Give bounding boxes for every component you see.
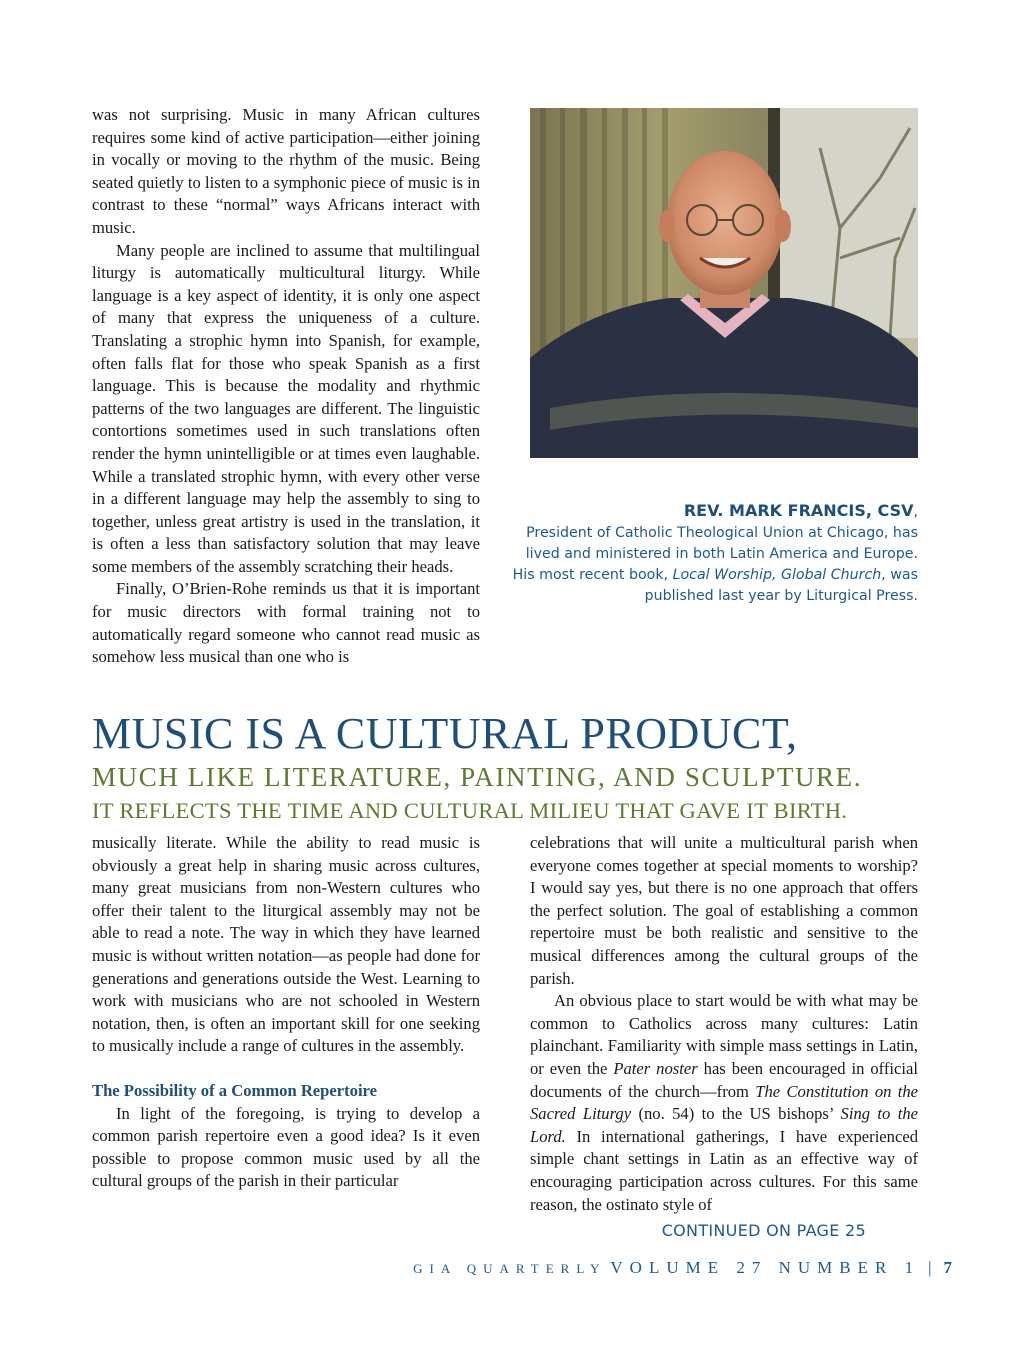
- caption-text: President of Catholic Theological Union at Chicago, has lived and ministered in both Latin America and Europe. His most recent book,: [512, 525, 918, 583]
- caption-text-end: , was published last year by Liturgical Press.: [644, 567, 918, 604]
- photo-caption: [510, 500, 918, 607]
- body-paragraph: [530, 990, 918, 1216]
- text-run: In international gatherings, I have experienced simple chant settings in Latin as an effective way of encouraging participation across cultures. For this same reason, the ostinato style of: [530, 1126, 918, 1214]
- author-name-suffix: ,: [913, 504, 918, 520]
- italic-title: Pater noster: [613, 1058, 698, 1078]
- pull-quote-line-2: MUCH LIKE LITERATURE, PAINTING, AND SCULPTURE.: [92, 762, 863, 792]
- pull-quote-line-3: IT REFLECTS THE TIME AND CULTURAL MILIEU THAT GAVE IT BIRTH.: [92, 798, 848, 823]
- volume-number: VOLUME 27 NUMBER 1: [610, 1258, 921, 1277]
- book-title: Local Worship, Global Church: [672, 567, 882, 583]
- italic-title: The Constitution on the Sacred Liturgy: [530, 1081, 919, 1124]
- page-footer: [413, 1258, 952, 1278]
- body-paragraph: Finally, O’Brien-Rohe reminds us that it is important for music directors with formal training not to automatically regard someone who cannot read music as somehow less musical than one who is: [92, 579, 480, 667]
- text-run: has been encouraged in official documents of the church—from: [530, 1058, 918, 1101]
- article-column-bottom-right: [530, 832, 918, 1216]
- text-run: An obvious place to start would be with what may be common to Catholics across many cultures: Latin plainchant. Familiarity with simple mass settings in Latin, or even the: [530, 991, 918, 1078]
- italic-title: Sing to the Lord.: [530, 1104, 918, 1146]
- author-photo: [530, 108, 918, 458]
- publication-name: GIA QUARTERLY: [413, 1261, 607, 1276]
- body-paragraph: In light of the foregoing, is trying to develop a common parish repertoire even a good idea? Is it even possible to propose common music used by all the cultural groups of the parish in their particular: [92, 1103, 480, 1191]
- author-name: REV. MARK FRANCIS, CSV: [683, 501, 914, 520]
- body-paragraph: Many people are inclined to assume that multilingual liturgy is automatically multicultural liturgy. While language is a key aspect of identity, it is only one aspect of many that express the uniqueness of a culture. Translating a strophic hymn into Spanish, for example, often falls flat for those who speak Spanish as a first language. This is because the modality and rhythmic patterns of the two languages are different. The linguistic contortions sometimes used in such translations often render the hymn unintelligible or at times even laughable. While a translated strophic hymn, with every other verse in a different language may help the assembly to sing to together, unless great artistry is used in the translation, it is often a less than satisfactory solution that may leave some members of the assembly scratching their heads.: [92, 240, 480, 576]
- article-column-bottom-left: [92, 832, 480, 1193]
- continued-link[interactable]: CONTINUED ON PAGE 25: [661, 1221, 866, 1240]
- article-column-top-left: [92, 104, 480, 669]
- pull-quote: [92, 710, 932, 826]
- footer-separator: |: [928, 1258, 932, 1277]
- body-paragraph: celebrations that will unite a multicultural parish when everyone comes together at special moments to worship? I would say yes, but there is no one approach that offers the perfect solution. The goal of establishing a common repertoire must be both realistic and sensitive to the musical differences among the cultural groups of the parish.: [530, 833, 918, 988]
- body-paragraph: musically literate. While the ability to read music is obviously a great help in sharing music across cultures, many great musicians from non-Western cultures who offer their talent to the liturgical assembly may not be able to read a note. The way in which they have learned music is without written notation—as people had done for generations and generations outside the West. Learning to work with musicians who are not schooled in Western notation, then, is often an important skill for one seeking to musically include a range of cultures in the assembly.: [92, 833, 480, 1056]
- section-subhead: The Possibility of a Common Repertoire: [92, 1080, 377, 1100]
- text-run: (no. 54) to the US bishops’: [631, 1104, 841, 1124]
- page-number: 7: [943, 1258, 952, 1277]
- pull-quote-line-1: MUSIC IS A CULTURAL PRODUCT,: [92, 709, 798, 758]
- body-paragraph: was not surprising. Music in many African cultures requires some kind of active participation—either joining in vocally or moving to the rhythm of the music. Being seated quietly to listen to a symphonic piece of music is in contrast to these “normal” ways Africans interact with music.: [92, 105, 480, 237]
